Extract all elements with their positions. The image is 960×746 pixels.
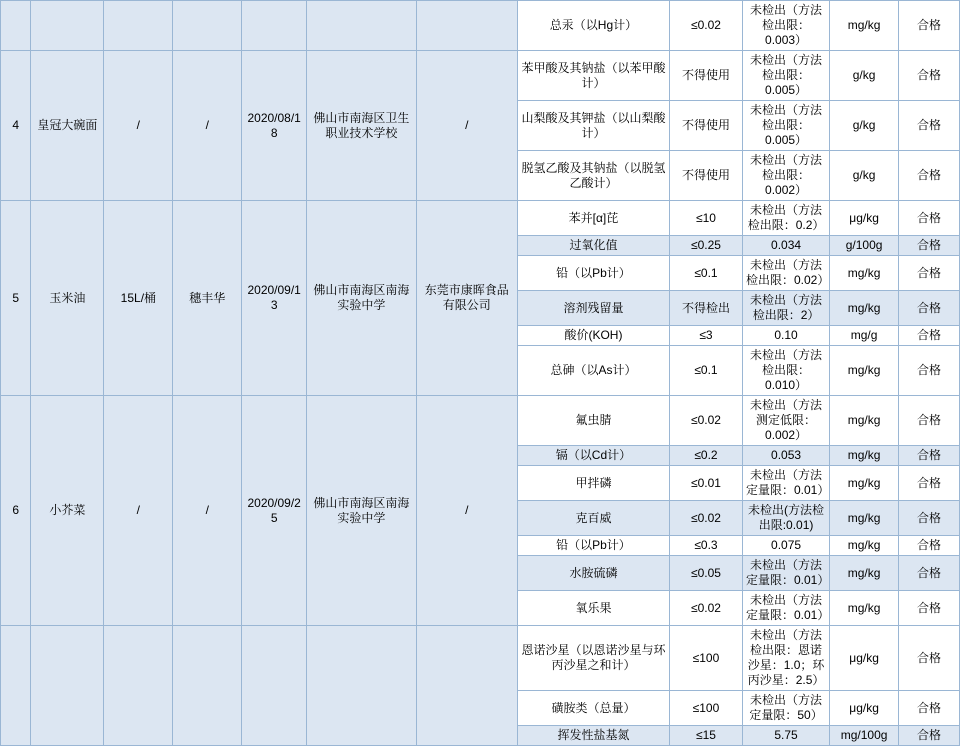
cell-standard: ≤0.02 <box>669 1 742 51</box>
cell-unit: mg/100g <box>830 726 899 746</box>
cell-unit: g/100g <box>830 236 899 256</box>
cell-brand <box>173 1 242 51</box>
cell-standard: 不得使用 <box>669 51 742 101</box>
cell-spec: 15L/桶 <box>104 201 173 396</box>
cell-test-item: 克百威 <box>517 501 669 536</box>
cell-test-item: 溶剂残留量 <box>517 291 669 326</box>
cell-result: 未检出（方法定量限：50） <box>742 691 829 726</box>
cell-result: 0.075 <box>742 536 829 556</box>
cell-conclusion: 合格 <box>899 291 960 326</box>
cell-result: 未检出（方法定量限：0.01） <box>742 556 829 591</box>
cell-spec: / <box>104 396 173 626</box>
cell-unit: mg/kg <box>830 1 899 51</box>
cell-conclusion: 合格 <box>899 236 960 256</box>
cell-buyer: 佛山市南海区南海实验中学 <box>307 396 416 626</box>
cell-conclusion: 合格 <box>899 201 960 236</box>
cell-unit: mg/kg <box>830 291 899 326</box>
cell-brand: 穗丰华 <box>173 201 242 396</box>
cell-standard: ≤0.1 <box>669 256 742 291</box>
cell-name: 皇冠大碗面 <box>31 51 104 201</box>
cell-standard: ≤0.01 <box>669 466 742 501</box>
cell-test-item: 脱氢乙酸及其钠盐（以脱氢乙酸计） <box>517 151 669 201</box>
cell-test-item: 氧乐果 <box>517 591 669 626</box>
cell-conclusion: 合格 <box>899 466 960 501</box>
cell-standard: ≤0.25 <box>669 236 742 256</box>
cell-result: 0.034 <box>742 236 829 256</box>
cell-date: 2020/09/13 <box>242 201 307 396</box>
cell-test-item: 过氧化值 <box>517 236 669 256</box>
cell-unit: μg/kg <box>830 201 899 236</box>
cell-conclusion: 合格 <box>899 256 960 291</box>
cell-unit: mg/g <box>830 326 899 346</box>
cell-test-item: 铅（以Pb计） <box>517 256 669 291</box>
cell-unit: mg/kg <box>830 591 899 626</box>
cell-brand <box>173 626 242 746</box>
cell-name <box>31 1 104 51</box>
cell-index: 6 <box>1 396 31 626</box>
cell-spec <box>104 626 173 746</box>
cell-test-item: 恩诺沙星（以恩诺沙星与环丙沙星之和计） <box>517 626 669 691</box>
cell-result: 0.053 <box>742 446 829 466</box>
cell-standard: ≤100 <box>669 626 742 691</box>
cell-unit: μg/kg <box>830 691 899 726</box>
cell-standard: ≤10 <box>669 201 742 236</box>
cell-result: 未检出（方法检出限：0.02） <box>742 256 829 291</box>
cell-name: 玉米油 <box>31 201 104 396</box>
table-row <box>1 51 960 101</box>
cell-result: 未检出（方法定量限：0.01） <box>742 591 829 626</box>
cell-standard: ≤0.1 <box>669 346 742 396</box>
cell-conclusion: 合格 <box>899 726 960 746</box>
cell-buyer <box>307 626 416 746</box>
cell-spec: / <box>104 51 173 201</box>
cell-test-item: 甲拌磷 <box>517 466 669 501</box>
cell-date: 2020/08/18 <box>242 51 307 201</box>
cell-standard: ≤0.02 <box>669 396 742 446</box>
cell-test-item: 镉（以Cd计） <box>517 446 669 466</box>
cell-unit: mg/kg <box>830 466 899 501</box>
cell-result: 未检出（方法测定低限：0.002） <box>742 396 829 446</box>
cell-result: 未检出（方法定量限：0.01） <box>742 466 829 501</box>
cell-spec <box>104 1 173 51</box>
cell-date <box>242 1 307 51</box>
cell-name <box>31 626 104 746</box>
cell-brand: / <box>173 396 242 626</box>
cell-test-item: 氟虫腈 <box>517 396 669 446</box>
cell-conclusion: 合格 <box>899 101 960 151</box>
cell-test-item: 总砷（以As计） <box>517 346 669 396</box>
cell-unit: g/kg <box>830 101 899 151</box>
cell-result: 未检出（方法检出限：0.010） <box>742 346 829 396</box>
cell-conclusion: 合格 <box>899 51 960 101</box>
cell-standard: ≤0.2 <box>669 446 742 466</box>
cell-conclusion: 合格 <box>899 1 960 51</box>
cell-conclusion: 合格 <box>899 556 960 591</box>
cell-maker <box>416 626 517 746</box>
cell-result: 未检出（方法检出限：恩诺沙星：1.0；环丙沙星：2.5） <box>742 626 829 691</box>
cell-unit: mg/kg <box>830 256 899 291</box>
cell-conclusion: 合格 <box>899 591 960 626</box>
cell-brand: / <box>173 51 242 201</box>
cell-result: 未检出（方法检出限：0.003） <box>742 1 829 51</box>
cell-index <box>1 1 31 51</box>
cell-result: 未检出(方法检出限:0.01) <box>742 501 829 536</box>
cell-name: 小芥菜 <box>31 396 104 626</box>
cell-conclusion: 合格 <box>899 626 960 691</box>
cell-unit: mg/kg <box>830 556 899 591</box>
cell-test-item: 酸价(KOH) <box>517 326 669 346</box>
cell-maker: / <box>416 51 517 201</box>
table-body <box>1 1 960 746</box>
cell-maker: / <box>416 396 517 626</box>
cell-standard: ≤3 <box>669 326 742 346</box>
cell-test-item: 挥发性盐基氮 <box>517 726 669 746</box>
cell-standard: ≤0.3 <box>669 536 742 556</box>
cell-standard: 不得使用 <box>669 101 742 151</box>
table-row <box>1 201 960 236</box>
cell-unit: mg/kg <box>830 346 899 396</box>
cell-unit: g/kg <box>830 151 899 201</box>
cell-index: 5 <box>1 201 31 396</box>
cell-index <box>1 626 31 746</box>
cell-test-item: 铅（以Pb计） <box>517 536 669 556</box>
cell-conclusion: 合格 <box>899 151 960 201</box>
cell-conclusion: 合格 <box>899 501 960 536</box>
cell-unit: g/kg <box>830 51 899 101</box>
cell-buyer <box>307 1 416 51</box>
cell-test-item: 苯甲酸及其钠盐（以苯甲酸计） <box>517 51 669 101</box>
cell-unit: mg/kg <box>830 536 899 556</box>
cell-conclusion: 合格 <box>899 536 960 556</box>
cell-result: 未检出（方法检出限：0.005） <box>742 51 829 101</box>
cell-result: 未检出（方法检出限：0.002） <box>742 151 829 201</box>
cell-result: 未检出（方法检出限：0.005） <box>742 101 829 151</box>
table-row <box>1 396 960 446</box>
cell-conclusion: 合格 <box>899 691 960 726</box>
cell-standard: 不得检出 <box>669 291 742 326</box>
cell-test-item: 磺胺类（总量） <box>517 691 669 726</box>
cell-test-item: 水胺硫磷 <box>517 556 669 591</box>
cell-standard: ≤0.05 <box>669 556 742 591</box>
cell-result: 未检出（方法检出限：0.2） <box>742 201 829 236</box>
cell-index: 4 <box>1 51 31 201</box>
cell-conclusion: 合格 <box>899 346 960 396</box>
cell-buyer: 佛山市南海区卫生职业技术学校 <box>307 51 416 201</box>
cell-conclusion: 合格 <box>899 446 960 466</box>
cell-date: 2020/09/25 <box>242 396 307 626</box>
table-row <box>1 1 960 51</box>
cell-buyer: 佛山市南海区南海实验中学 <box>307 201 416 396</box>
cell-maker <box>416 1 517 51</box>
cell-date <box>242 626 307 746</box>
cell-conclusion: 合格 <box>899 326 960 346</box>
cell-result: 0.10 <box>742 326 829 346</box>
cell-standard: ≤15 <box>669 726 742 746</box>
cell-standard: ≤100 <box>669 691 742 726</box>
cell-standard: 不得使用 <box>669 151 742 201</box>
cell-maker: 东莞市康晖食品有限公司 <box>416 201 517 396</box>
cell-standard: ≤0.02 <box>669 591 742 626</box>
cell-result: 5.75 <box>742 726 829 746</box>
cell-result: 未检出（方法检出限：2） <box>742 291 829 326</box>
cell-unit: mg/kg <box>830 501 899 536</box>
cell-test-item: 苯并[α]芘 <box>517 201 669 236</box>
cell-conclusion: 合格 <box>899 396 960 446</box>
cell-standard: ≤0.02 <box>669 501 742 536</box>
cell-unit: μg/kg <box>830 626 899 691</box>
cell-test-item: 总汞（以Hg计） <box>517 1 669 51</box>
cell-unit: mg/kg <box>830 446 899 466</box>
table-row <box>1 626 960 691</box>
cell-unit: mg/kg <box>830 396 899 446</box>
cell-test-item: 山梨酸及其钾盐（以山梨酸计） <box>517 101 669 151</box>
